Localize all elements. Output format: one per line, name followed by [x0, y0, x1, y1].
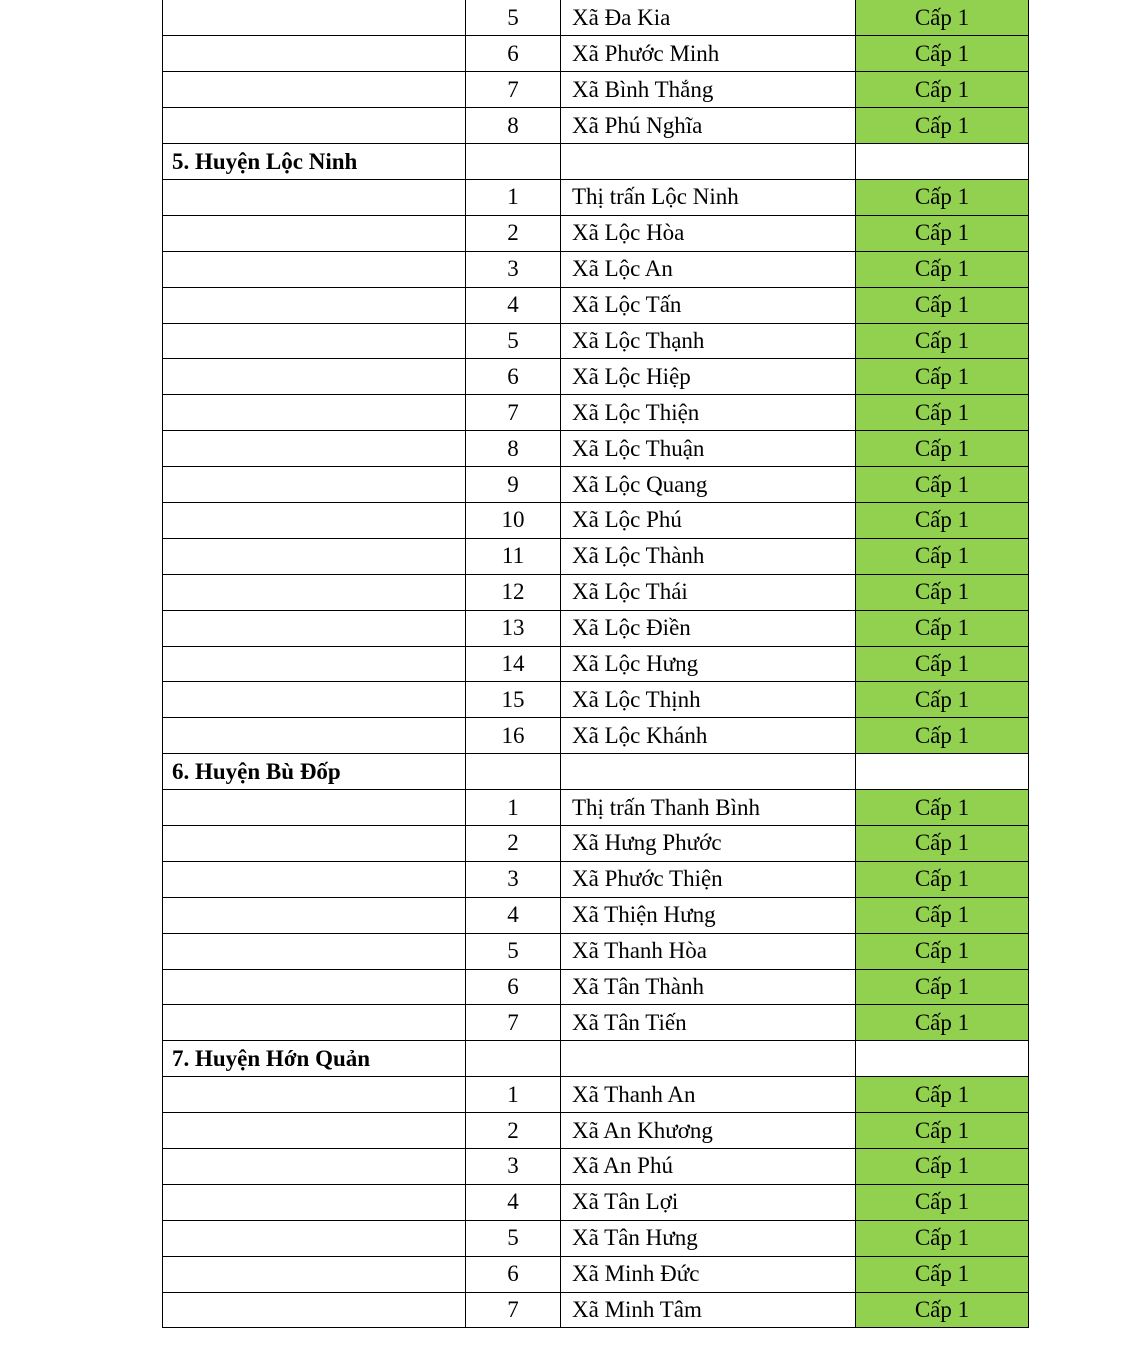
commune-name-cell: Xã Lộc Hiệp [561, 359, 856, 395]
district-cell [163, 287, 466, 323]
row-number-cell: 13 [466, 610, 561, 646]
district-cell [163, 1184, 466, 1220]
commune-name-cell: Thị trấn Thanh Bình [561, 790, 856, 826]
level-cell: Cấp 1 [856, 1005, 1029, 1041]
commune-name-cell: Xã Lộc Thái [561, 574, 856, 610]
district-cell [163, 933, 466, 969]
district-cell [163, 36, 466, 72]
district-row [163, 1041, 1029, 1077]
district-name-cell: 6. Huyện Bù Đốp [163, 754, 466, 790]
district-row [163, 144, 1029, 180]
table-row [163, 359, 1029, 395]
level-cell: Cấp 1 [856, 646, 1029, 682]
row-number-cell: 7 [466, 72, 561, 108]
table-row [163, 1149, 1029, 1185]
commune-name-cell: Xã Lộc Hưng [561, 646, 856, 682]
level-cell: Cấp 1 [856, 1220, 1029, 1256]
row-number-cell: 5 [466, 0, 561, 36]
district-cell [163, 1005, 466, 1041]
row-number-cell: 2 [466, 825, 561, 861]
commune-name-cell: Xã An Khương [561, 1113, 856, 1149]
district-cell [163, 323, 466, 359]
district-cell [163, 251, 466, 287]
row-number-cell: 3 [466, 861, 561, 897]
row-number-cell: 8 [466, 431, 561, 467]
district-cell [163, 179, 466, 215]
district-cell [163, 395, 466, 431]
commune-name-cell: Xã Lộc Thành [561, 538, 856, 574]
table-row [163, 897, 1029, 933]
row-number-cell: 11 [466, 538, 561, 574]
commune-name-cell: Xã Thanh An [561, 1077, 856, 1113]
table-row [163, 1113, 1029, 1149]
level-cell: Cấp 1 [856, 72, 1029, 108]
table-row [163, 1220, 1029, 1256]
table-row [163, 215, 1029, 251]
commune-name-cell: Xã Phước Thiện [561, 861, 856, 897]
level-cell: Cấp 1 [856, 323, 1029, 359]
empty-cell [466, 754, 561, 790]
district-cell [163, 108, 466, 144]
level-cell: Cấp 1 [856, 1149, 1029, 1185]
level-cell: Cấp 1 [856, 538, 1029, 574]
row-number-cell: 3 [466, 251, 561, 287]
table-row [163, 790, 1029, 826]
district-cell [163, 359, 466, 395]
empty-cell [466, 144, 561, 180]
district-cell [163, 682, 466, 718]
table-row [163, 323, 1029, 359]
level-cell: Cấp 1 [856, 574, 1029, 610]
table-row [163, 574, 1029, 610]
row-number-cell: 7 [466, 395, 561, 431]
row-number-cell: 10 [466, 502, 561, 538]
level-cell: Cấp 1 [856, 359, 1029, 395]
commune-name-cell: Xã Lộc Khánh [561, 718, 856, 754]
table-row [163, 395, 1029, 431]
district-name-cell: 5. Huyện Lộc Ninh [163, 144, 466, 180]
district-cell [163, 1113, 466, 1149]
table-row [163, 1292, 1029, 1328]
commune-name-cell: Xã Tân Hưng [561, 1220, 856, 1256]
district-cell [163, 1149, 466, 1185]
row-number-cell: 7 [466, 1005, 561, 1041]
table-row [163, 36, 1029, 72]
table-row [163, 718, 1029, 754]
level-cell: Cấp 1 [856, 287, 1029, 323]
district-cell [163, 431, 466, 467]
row-number-cell: 2 [466, 215, 561, 251]
table-row [163, 108, 1029, 144]
empty-cell [856, 144, 1029, 180]
level-cell: Cấp 1 [856, 682, 1029, 718]
commune-name-cell: Thị trấn Lộc Ninh [561, 179, 856, 215]
district-row [163, 754, 1029, 790]
level-cell: Cấp 1 [856, 1077, 1029, 1113]
level-cell: Cấp 1 [856, 431, 1029, 467]
commune-name-cell: Xã Bình Thắng [561, 72, 856, 108]
row-number-cell: 5 [466, 1220, 561, 1256]
level-cell: Cấp 1 [856, 467, 1029, 503]
commune-name-cell: Xã Lộc Thạnh [561, 323, 856, 359]
district-cell [163, 646, 466, 682]
level-cell: Cấp 1 [856, 790, 1029, 826]
commune-name-cell: Xã Lộc Tấn [561, 287, 856, 323]
district-cell [163, 467, 466, 503]
commune-name-cell: Xã An Phú [561, 1149, 856, 1185]
row-number-cell: 15 [466, 682, 561, 718]
row-number-cell: 1 [466, 179, 561, 215]
table-row [163, 72, 1029, 108]
level-cell: Cấp 1 [856, 1113, 1029, 1149]
table-row [163, 251, 1029, 287]
row-number-cell: 12 [466, 574, 561, 610]
table-row [163, 1005, 1029, 1041]
commune-name-cell: Xã Minh Tâm [561, 1292, 856, 1328]
commune-name-cell: Xã Tân Thành [561, 969, 856, 1005]
district-cell [163, 1256, 466, 1292]
level-cell: Cấp 1 [856, 610, 1029, 646]
commune-name-cell: Xã Lộc Thuận [561, 431, 856, 467]
table-row [163, 431, 1029, 467]
table-row [163, 825, 1029, 861]
table-row [163, 969, 1029, 1005]
row-number-cell: 6 [466, 359, 561, 395]
district-cell [163, 538, 466, 574]
table-row [163, 0, 1029, 36]
row-number-cell: 4 [466, 287, 561, 323]
commune-name-cell: Xã Tân Tiến [561, 1005, 856, 1041]
district-cell [163, 502, 466, 538]
commune-name-cell: Xã Tân Lợi [561, 1184, 856, 1220]
table-row [163, 538, 1029, 574]
row-number-cell: 6 [466, 36, 561, 72]
empty-cell [561, 754, 856, 790]
table-row [163, 682, 1029, 718]
table-row [163, 861, 1029, 897]
level-cell: Cấp 1 [856, 179, 1029, 215]
district-cell [163, 1220, 466, 1256]
level-cell: Cấp 1 [856, 251, 1029, 287]
row-number-cell: 16 [466, 718, 561, 754]
district-cell [163, 790, 466, 826]
commune-name-cell: Xã Lộc Thịnh [561, 682, 856, 718]
table-row [163, 646, 1029, 682]
district-name-cell: 7. Huyện Hớn Quản [163, 1041, 466, 1077]
row-number-cell: 1 [466, 1077, 561, 1113]
level-cell: Cấp 1 [856, 395, 1029, 431]
district-cell [163, 897, 466, 933]
district-cell [163, 72, 466, 108]
row-number-cell: 6 [466, 969, 561, 1005]
table-row [163, 179, 1029, 215]
district-cell [163, 1292, 466, 1328]
row-number-cell: 2 [466, 1113, 561, 1149]
row-number-cell: 4 [466, 897, 561, 933]
commune-level-table [162, 0, 1029, 1328]
row-number-cell: 5 [466, 323, 561, 359]
commune-name-cell: Xã Lộc Hòa [561, 215, 856, 251]
table-row [163, 1184, 1029, 1220]
level-cell: Cấp 1 [856, 1184, 1029, 1220]
table-row [163, 502, 1029, 538]
district-cell [163, 969, 466, 1005]
level-cell: Cấp 1 [856, 861, 1029, 897]
row-number-cell: 14 [466, 646, 561, 682]
commune-name-cell: Xã Minh Đức [561, 1256, 856, 1292]
commune-name-cell: Xã Lộc Quang [561, 467, 856, 503]
level-cell: Cấp 1 [856, 36, 1029, 72]
row-number-cell: 4 [466, 1184, 561, 1220]
district-cell [163, 861, 466, 897]
empty-cell [561, 144, 856, 180]
level-cell: Cấp 1 [856, 0, 1029, 36]
commune-name-cell: Xã Thanh Hòa [561, 933, 856, 969]
commune-name-cell: Xã Hưng Phước [561, 825, 856, 861]
row-number-cell: 6 [466, 1256, 561, 1292]
district-cell [163, 825, 466, 861]
district-cell [163, 718, 466, 754]
level-cell: Cấp 1 [856, 108, 1029, 144]
level-cell: Cấp 1 [856, 718, 1029, 754]
commune-name-cell: Xã Đa Kia [561, 0, 856, 36]
row-number-cell: 5 [466, 933, 561, 969]
level-cell: Cấp 1 [856, 1256, 1029, 1292]
table-row [163, 933, 1029, 969]
district-cell [163, 1077, 466, 1113]
district-cell [163, 0, 466, 36]
commune-name-cell: Xã Lộc Thiện [561, 395, 856, 431]
table-row [163, 1256, 1029, 1292]
level-cell: Cấp 1 [856, 933, 1029, 969]
commune-name-cell: Xã Lộc Phú [561, 502, 856, 538]
row-number-cell: 3 [466, 1149, 561, 1185]
level-cell: Cấp 1 [856, 825, 1029, 861]
table-row [163, 467, 1029, 503]
commune-name-cell: Xã Lộc Điền [561, 610, 856, 646]
row-number-cell: 7 [466, 1292, 561, 1328]
empty-cell [856, 754, 1029, 790]
level-cell: Cấp 1 [856, 897, 1029, 933]
row-number-cell: 1 [466, 790, 561, 826]
table-body [163, 0, 1029, 1328]
district-cell [163, 574, 466, 610]
commune-name-cell: Xã Lộc An [561, 251, 856, 287]
commune-name-cell: Xã Phú Nghĩa [561, 108, 856, 144]
level-cell: Cấp 1 [856, 502, 1029, 538]
district-cell [163, 610, 466, 646]
empty-cell [856, 1041, 1029, 1077]
row-number-cell: 8 [466, 108, 561, 144]
commune-name-cell: Xã Phước Minh [561, 36, 856, 72]
level-cell: Cấp 1 [856, 215, 1029, 251]
row-number-cell: 9 [466, 467, 561, 503]
commune-name-cell: Xã Thiện Hưng [561, 897, 856, 933]
level-cell: Cấp 1 [856, 1292, 1029, 1328]
empty-cell [466, 1041, 561, 1077]
empty-cell [561, 1041, 856, 1077]
table-row [163, 287, 1029, 323]
table-row [163, 1077, 1029, 1113]
level-cell: Cấp 1 [856, 969, 1029, 1005]
table-row [163, 610, 1029, 646]
district-cell [163, 215, 466, 251]
